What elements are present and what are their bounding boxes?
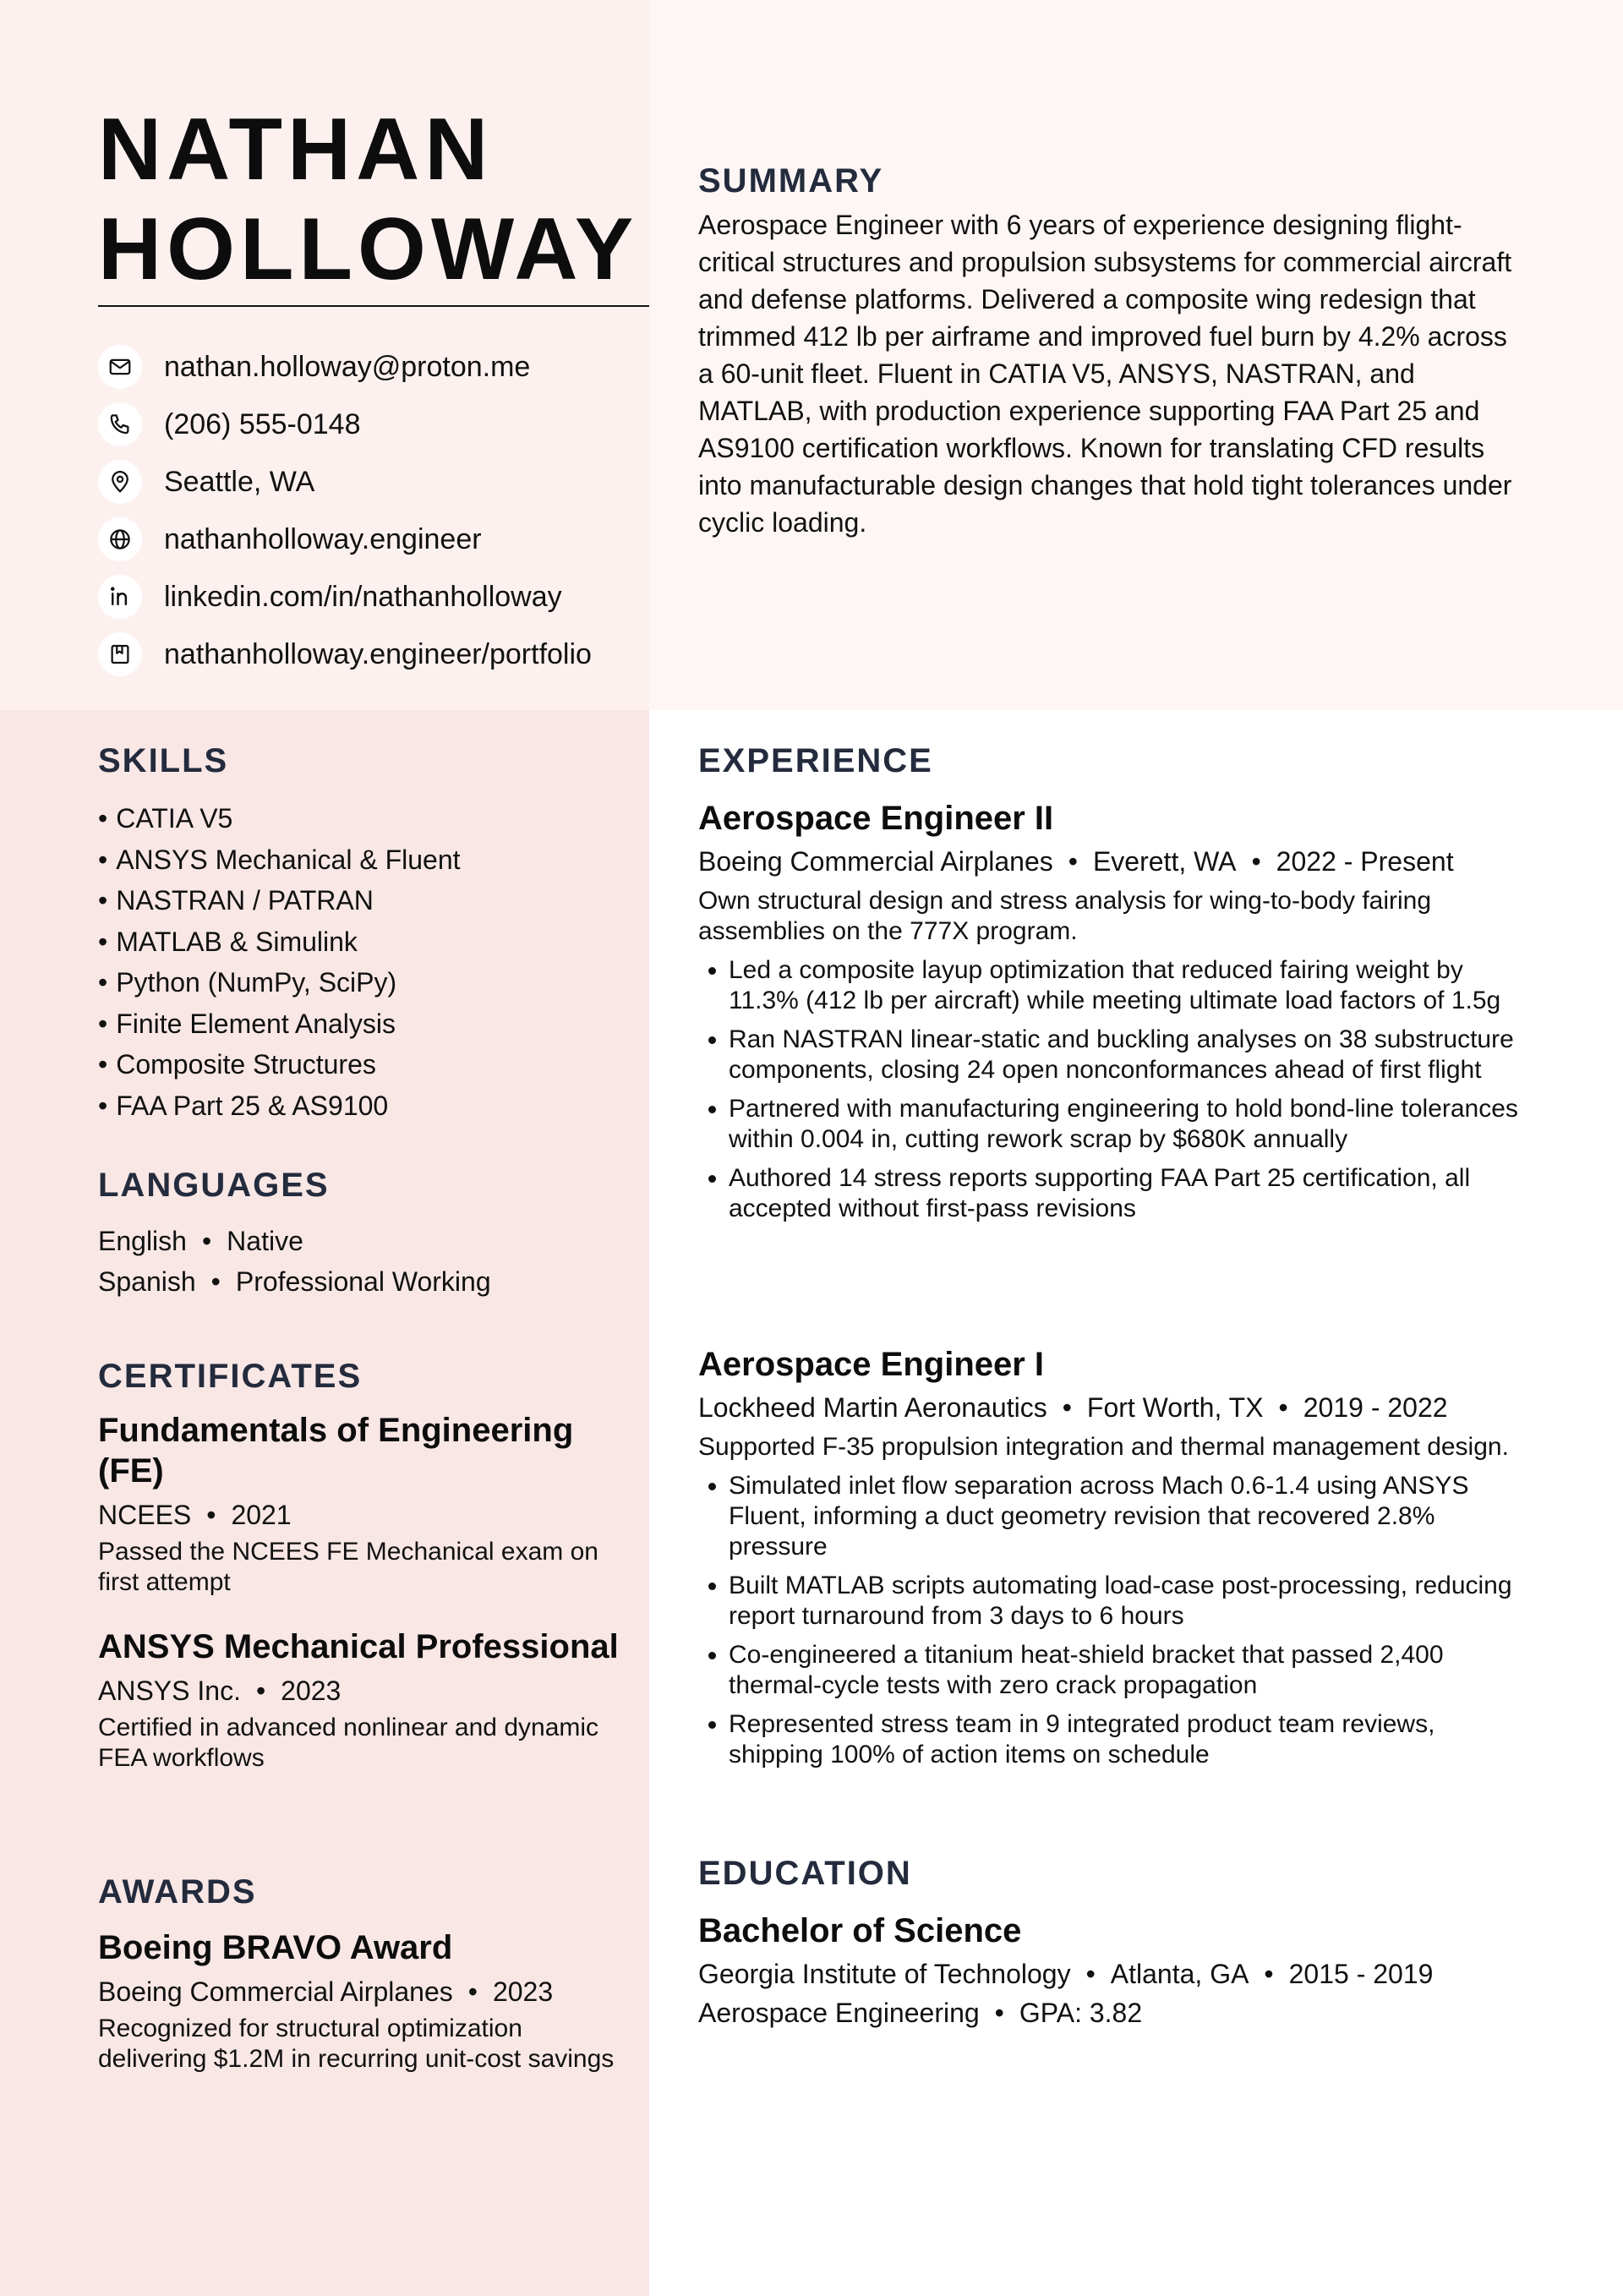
separator-dot: • — [210, 1266, 221, 1297]
certificate-name: Fundamentals of Engineering (FE) — [98, 1412, 574, 1490]
job-location: Fort Worth, TX — [1086, 1392, 1264, 1423]
achievement-item: • Simulated inlet flow separation across Mach 0.6-1.4 using ANSYS Fluent, informing a duct geometry revision that recovered 2.8% pressure — [729, 1471, 1527, 1562]
achievement-item: • Co-engineered a titanium heat-shield bracket that passed 2,400 thermal-cycle tests with zero crack propagation — [729, 1640, 1527, 1701]
separator-dot: • — [1278, 1392, 1288, 1423]
name-divider — [98, 305, 649, 307]
languages-list — [98, 1221, 622, 1302]
separator-dot: • — [1062, 1392, 1072, 1423]
contact-list — [98, 338, 648, 683]
certificate-issuer: ANSYS Inc. — [98, 1676, 241, 1706]
skills-list — [98, 798, 622, 1126]
last-name: HOLLOWAY — [98, 200, 639, 298]
languages-heading: LANGUAGES — [98, 1167, 330, 1204]
separator-dot: • — [1068, 846, 1078, 877]
summary-heading: SUMMARY — [698, 162, 884, 200]
separator-dot: • — [206, 1500, 216, 1530]
skill-item: • MATLAB & Simulink — [98, 921, 622, 963]
certificate-year: 2021 — [231, 1500, 292, 1530]
job-dates: 2019 - 2022 — [1303, 1392, 1448, 1423]
education-details — [698, 1993, 1527, 2032]
job-location: Everett, WA — [1092, 846, 1237, 877]
candidate-name — [98, 100, 656, 299]
separator-dot: • — [201, 1226, 212, 1256]
phone-icon — [98, 402, 142, 446]
job-dates: 2022 - Present — [1276, 846, 1454, 877]
education-meta — [698, 1954, 1527, 1993]
achievement-item: • Ran NASTRAN linear-static and buckling analyses on 38 substructure components, closing 24 open nonconformances ahead of first flight — [729, 1025, 1527, 1085]
contact-linkedin[interactable] — [98, 568, 648, 626]
job-achievements — [698, 955, 1527, 1224]
award-year: 2023 — [492, 1976, 554, 2007]
separator-dot: • — [1264, 1959, 1274, 1989]
job-description: Own structural design and stress analysis for wing-to-body fairing assemblies on the 777X program. — [698, 887, 1432, 945]
achievement-item: • Built MATLAB scripts automating load-case post-processing, reducing report turnaround from 3 days to 6 hours — [729, 1571, 1527, 1632]
awards-heading: AWARDS — [98, 1873, 257, 1911]
contact-portfolio[interactable] — [98, 626, 648, 683]
contact-location-text: Seattle, WA — [164, 465, 315, 498]
certificate-entry — [98, 1410, 622, 1598]
skills-heading: SKILLS — [98, 742, 229, 779]
contact-phone[interactable] — [98, 396, 648, 453]
contact-portfolio-text: nathanholloway.engineer/portfolio — [164, 637, 592, 670]
bookmark-icon — [98, 632, 142, 676]
certificate-meta — [98, 1495, 622, 1535]
language-level: Native — [227, 1226, 303, 1256]
language-item — [98, 1221, 622, 1261]
degree-title: Bachelor of Science — [698, 1912, 1022, 1949]
contact-website[interactable] — [98, 511, 648, 568]
certificate-year: 2023 — [281, 1676, 342, 1706]
education-location: Atlanta, GA — [1110, 1959, 1249, 1989]
education-heading: EDUCATION — [698, 1855, 912, 1892]
language-name: Spanish — [98, 1266, 196, 1297]
contact-email[interactable] — [98, 338, 648, 396]
education-gpa: GPA: 3.82 — [1019, 1998, 1143, 2028]
certificate-description: Passed the NCEES FE Mechanical exam on first attempt — [98, 1538, 598, 1596]
certificate-issuer: NCEES — [98, 1500, 192, 1530]
separator-dot: • — [1085, 1959, 1096, 1989]
contact-website-text: nathanholloway.engineer — [164, 522, 482, 555]
certificate-meta — [98, 1670, 622, 1711]
job-title: Aerospace Engineer I — [698, 1346, 1045, 1383]
skill-item: • NASTRAN / PATRAN — [98, 880, 622, 921]
education-entry — [698, 1911, 1527, 2032]
experience-heading: EXPERIENCE — [698, 742, 933, 779]
certificate-entry — [98, 1626, 622, 1774]
job-title: Aerospace Engineer II — [698, 800, 1054, 837]
job-meta — [698, 1388, 1527, 1427]
language-level: Professional Working — [235, 1266, 491, 1297]
contact-phone-text: (206) 555-0148 — [164, 407, 361, 440]
contact-location — [98, 453, 648, 511]
achievement-item: • Authored 14 stress reports supporting FAA Part 25 certification, all accepted without first-pass revisions — [729, 1163, 1527, 1224]
separator-dot: • — [1251, 846, 1261, 877]
certificates-heading: CERTIFICATES — [98, 1358, 363, 1395]
skill-item: • CATIA V5 — [98, 798, 622, 839]
job-meta — [698, 842, 1527, 881]
contact-email-text: nathan.holloway@proton.me — [164, 350, 531, 383]
linkedin-icon — [98, 575, 142, 619]
summary-text: Aerospace Engineer with 6 years of experience designing flight-critical structures and propulsion subsystems for commercial aircraft and defense platforms. Delivered a composite wing redesign that trimmed 412 lb per airframe and improved fuel burn by 4.2% across a 60-unit fleet. Fluent in CATIA V5, ANSYS, NASTRAN, and MATLAB, with production experience supporting FAA Part 25 and AS9100 certification workflows. Known for translating CFD results into manufacturable design changes that hold tight tolerances under cyclic loading. — [698, 210, 1512, 538]
job-achievements — [698, 1471, 1527, 1770]
job-entry — [698, 1344, 1527, 1779]
education-school: Georgia Institute of Technology — [698, 1959, 1071, 1989]
contact-linkedin-text: linkedin.com/in/nathanholloway — [164, 580, 562, 613]
award-entry — [98, 1927, 622, 2075]
first-name: NATHAN — [98, 101, 494, 199]
skill-item: • Composite Structures — [98, 1044, 622, 1085]
mail-icon — [98, 345, 142, 389]
separator-dot: • — [994, 1998, 1004, 2028]
language-item — [98, 1261, 622, 1302]
education-major: Aerospace Engineering — [698, 1998, 980, 2028]
job-description: Supported F-35 propulsion integration and thermal management design. — [698, 1433, 1509, 1461]
award-name: Boeing BRAVO Award — [98, 1929, 453, 1966]
certificate-description: Certified in advanced nonlinear and dynamic FEA workflows — [98, 1714, 599, 1772]
separator-dot: • — [255, 1676, 266, 1706]
award-description: Recognized for structural optimization delivering $1.2M in recurring unit-cost savings — [98, 2014, 615, 2073]
education-dates: 2015 - 2019 — [1288, 1959, 1434, 1989]
certificate-name: ANSYS Mechanical Professional — [98, 1628, 619, 1665]
job-company: Boeing Commercial Airplanes — [698, 846, 1053, 877]
skill-item: • Finite Element Analysis — [98, 1003, 622, 1045]
award-issuer: Boeing Commercial Airplanes — [98, 1976, 453, 2007]
achievement-item: • Partnered with manufacturing engineering to hold bond-line tolerances within 0.004 in, cutting rework scrap by $680K annually — [729, 1094, 1527, 1155]
skill-item: • ANSYS Mechanical & Fluent — [98, 839, 622, 881]
award-meta — [98, 1971, 622, 2012]
job-company: Lockheed Martin Aeronautics — [698, 1392, 1047, 1423]
language-name: English — [98, 1226, 187, 1256]
skill-item: • Python (NumPy, SciPy) — [98, 962, 622, 1003]
achievement-item: • Led a composite layup optimization that reduced fairing weight by 11.3% (412 lb per aircraft) while meeting ultimate load factors of 1.5g — [729, 955, 1527, 1016]
location-pin-icon — [98, 460, 142, 504]
achievement-item: • Represented stress team in 9 integrated product team reviews, shipping 100% of action items on schedule — [729, 1709, 1527, 1770]
job-entry — [698, 798, 1527, 1233]
globe-icon — [98, 517, 142, 561]
separator-dot: • — [467, 1976, 478, 2007]
skill-item: • FAA Part 25 & AS9100 — [98, 1085, 622, 1127]
